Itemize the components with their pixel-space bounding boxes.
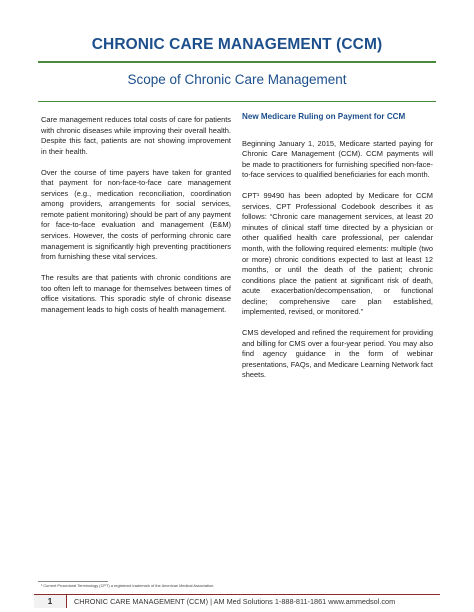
right-column-heading: New Medicare Ruling on Payment for CCM — [242, 112, 406, 121]
page-title: CHRONIC CARE MANAGEMENT (CCM) — [91, 36, 383, 53]
left-column — [41, 115, 231, 326]
right-paragraph-1: Beginning January 1, 2015, Medicare started paying for Chronic Care Management (CCM). CCM payments will be made to practitioners for furnishing specified non-face-to-face services to qualified beneficiaries for each month. — [242, 138, 433, 180]
page-footer — [34, 594, 440, 608]
right-column — [242, 112, 433, 392]
left-paragraph-3: The results are that patients with chronic conditions are too often left to manage for themselves between times of office visitations. This sporadic style of chronic disease management leads to high costs of health management. — [41, 273, 231, 314]
title-divider — [38, 61, 436, 63]
footnote: ¹ Current Procedural Terminology (CPT) a registered trademark of the American Medical Association. — [41, 583, 215, 588]
footnote-divider — [38, 581, 108, 582]
footer-text: CHRONIC CARE MANAGEMENT (CCM) | AM Med Solutions 1-888-811-1861 www.ammedsol.com — [74, 597, 396, 606]
left-paragraph-2: Over the course of time payers have taken for granted that payment for non-face-to-face care management services (e.g., medication reconciliation, coordination among providers, arrangements for social services, remote patient monitoring) should be part of any payment for face-to-face evaluation and management (E&M) services. However, the costs of performing chronic care management is significantly high preventing practitioners from furnishing these vital services. — [41, 167, 231, 262]
right-paragraph-2: CPT¹ 99490 has been adopted by Medicare for CCM services. CPT Professional Codebook describes it as follows: “Chronic care management services, at least 20 minutes of clinical staff time directed by a physician or other qualified health care professional, per calendar month, with the following required elements: multiple (two or more) chronic conditions expected to last at least 12 months, or until the death of the patient; chronic conditions place the patient at significant risk of death, acute exacerbation/decompensation, or functional decline; comprehensive care plan established, implemented, revised, or monitored.” — [242, 191, 433, 317]
right-paragraph-3: CMS developed and refined the requirement for providing and billing for CMS over a four-year period. You may also find agency guidance in the form of webinar presentations, FAQs, and Medicare Learning Network fact sheets. — [242, 328, 433, 380]
left-paragraph-1: Care management reduces total costs of care for patients with chronic diseases while improving their overall health. Despite this fact, patients are not showing improvement in their health. — [41, 115, 231, 156]
page-number: 1 — [34, 595, 67, 608]
page-subtitle: Scope of Chronic Care Management — [127, 72, 347, 87]
subtitle-divider — [38, 101, 436, 102]
